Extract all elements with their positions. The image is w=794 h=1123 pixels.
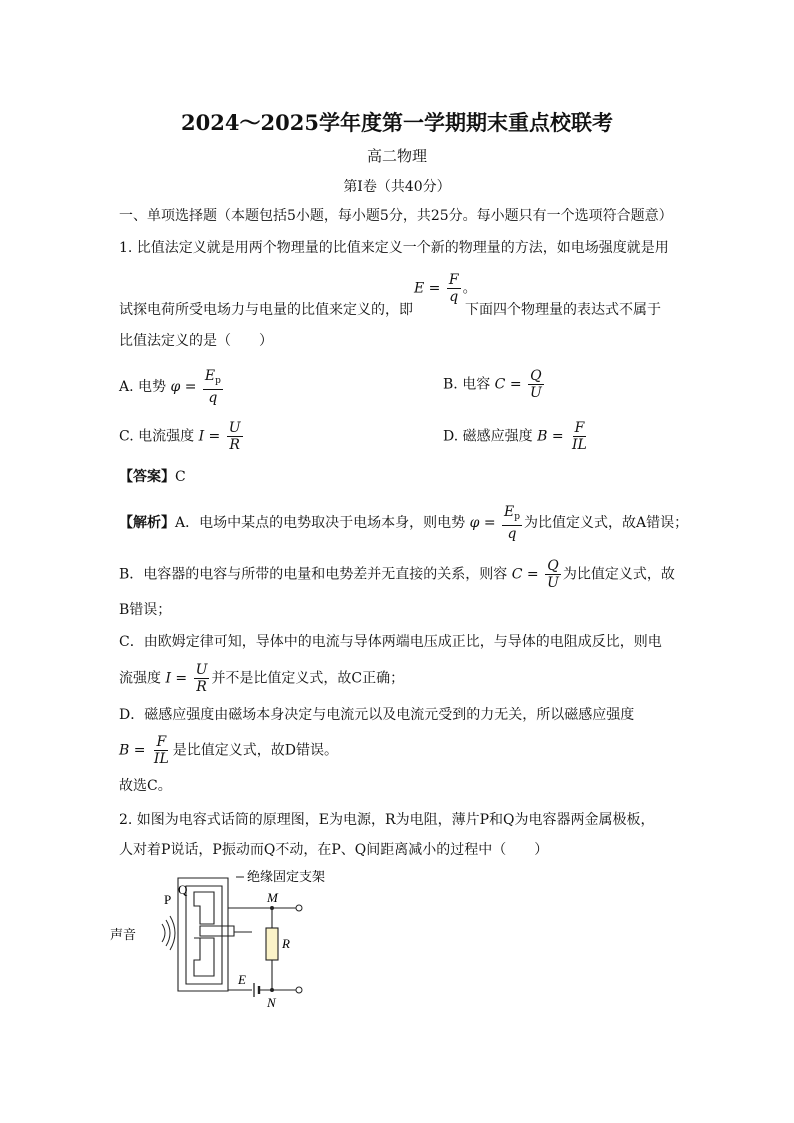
option-b-num: Q bbox=[530, 368, 542, 384]
option-b-label: B. 电容 bbox=[443, 376, 491, 393]
analysis-a-den: q bbox=[507, 526, 517, 542]
analysis-d-post: 是比值定义式，故D错误。 bbox=[172, 742, 338, 759]
q2-line2: 人对着P说话，P振动而Q不动，在P、Q间距离减小的过程中（ ） bbox=[119, 842, 549, 858]
analysis-c-num: U bbox=[195, 662, 208, 678]
analysis-b-lhs: C = bbox=[511, 566, 539, 583]
option-a-den: q bbox=[208, 390, 218, 406]
option-d-num: F bbox=[574, 420, 585, 436]
terminal-m bbox=[296, 905, 302, 911]
sound-label: 声音 bbox=[110, 927, 137, 942]
part-title: 第Ⅰ卷（共40分） bbox=[343, 179, 451, 195]
m-label: M bbox=[267, 890, 278, 905]
analysis-c bbox=[119, 662, 404, 695]
q1-line2a: 试探电荷所受电场力与电量的比值来定义的，即 bbox=[119, 302, 413, 318]
analysis-a-num-sub: p bbox=[514, 512, 520, 522]
analysis-a-fraction bbox=[502, 504, 522, 542]
formula-num: F bbox=[448, 272, 459, 288]
option-c-num: U bbox=[228, 420, 241, 436]
option-c-den: R bbox=[229, 437, 240, 453]
option-c-fraction bbox=[227, 420, 243, 453]
analysis-b bbox=[119, 558, 675, 591]
formula-tail: 。 bbox=[462, 280, 477, 297]
option-a-num-main: E bbox=[204, 368, 216, 384]
answer-value: C bbox=[175, 469, 186, 485]
node-m bbox=[270, 906, 274, 910]
option-b-fraction bbox=[528, 368, 544, 401]
analysis-tag: 【解析】 bbox=[119, 515, 175, 531]
option-b bbox=[443, 368, 546, 401]
q1-line1: 1. 比值法定义就是用两个物理量的比值来定义一个新的物理量的方法，如电场强度就是用 bbox=[119, 240, 669, 256]
formula-den: q bbox=[449, 289, 459, 305]
analysis-d bbox=[119, 734, 338, 767]
subject-title: 高二物理 bbox=[366, 147, 427, 165]
formula-lhs: E = bbox=[414, 280, 441, 297]
p-label: P bbox=[164, 892, 172, 907]
analysis-a bbox=[119, 504, 688, 542]
resistor-symbol bbox=[266, 928, 278, 960]
option-a-label: A. 电势 bbox=[119, 379, 167, 395]
analysis-d-fraction bbox=[152, 734, 171, 767]
option-b-den: U bbox=[530, 385, 542, 401]
analysis-c-line1: C．由欧姆定律可知，导体中的电流与导体两端电压成正比，与导体的电阻成反比，则电 bbox=[119, 634, 662, 650]
analysis-c-den: R bbox=[196, 679, 207, 695]
option-a-fraction bbox=[203, 368, 223, 406]
analysis-a-num-main: E bbox=[504, 504, 515, 520]
option-d-lhs: B = bbox=[537, 428, 564, 445]
q1-line3: 比值法定义的是（ ） bbox=[119, 333, 273, 349]
node-n bbox=[270, 988, 274, 992]
option-d-fraction bbox=[570, 420, 589, 453]
support-label: 绝缘固定支架 bbox=[247, 869, 326, 884]
analysis-a-lhs: φ = bbox=[469, 515, 496, 531]
analysis-b-post: 为比值定义式，故 bbox=[562, 566, 675, 583]
option-a-num bbox=[203, 368, 223, 390]
analysis-d-line1: D．磁感应强度由磁场本身决定与电流元以及电流元受到的力无关，所以磁感应强度 bbox=[119, 707, 635, 723]
option-c-lhs: I = bbox=[198, 428, 221, 445]
option-a-lhs: φ = bbox=[170, 379, 197, 395]
answer-tag: 【答案】 bbox=[119, 469, 175, 485]
q2-line1: 2. 如图为电容式话筒的原理图，E为电源，R为电阻，薄片P和Q为电容器两金属极板， bbox=[119, 812, 655, 828]
analysis-d-lhs: B = bbox=[119, 742, 146, 759]
analysis-c-post: 并不是比值定义式，故C正确； bbox=[211, 670, 405, 687]
terminal-n bbox=[296, 987, 302, 993]
formula-fraction bbox=[447, 272, 461, 305]
option-c bbox=[119, 420, 245, 453]
sound-wave-icon bbox=[162, 916, 175, 950]
microphone-circuit-diagram bbox=[110, 866, 360, 1011]
exam-title: 2024～2025学年度第一学期期末重点校联考 bbox=[181, 110, 613, 135]
analysis-conclusion: 故选C。 bbox=[119, 778, 172, 794]
q-label: Q bbox=[178, 882, 188, 897]
analysis-b-pre: B．电容器的电容与所带的电量和电势差并无直接的关系，则容 bbox=[119, 566, 508, 583]
analysis-a-num bbox=[502, 504, 522, 526]
analysis-b-line2: B错误； bbox=[119, 602, 172, 618]
option-a bbox=[119, 368, 225, 406]
option-d-den: IL bbox=[572, 437, 587, 453]
analysis-c-pre: 流强度 bbox=[119, 670, 161, 687]
analysis-b-num: Q bbox=[547, 558, 559, 574]
analysis-d-den: IL bbox=[153, 751, 169, 767]
option-b-lhs: C = bbox=[494, 376, 522, 393]
option-d bbox=[443, 420, 591, 453]
option-a-num-sub: p bbox=[215, 376, 221, 386]
e-label: E bbox=[238, 972, 246, 987]
q1-answer bbox=[119, 467, 186, 487]
analysis-d-num: F bbox=[156, 734, 167, 750]
n-label: N bbox=[267, 995, 276, 1010]
analysis-b-fraction bbox=[545, 558, 561, 591]
q1-line2b: 下面四个物理量的表达式不属于 bbox=[465, 302, 661, 318]
section-heading: 一、单项选择题（本题包括5小题，每小题5分，共25分。每小题只有一个选项符合题意） bbox=[119, 208, 673, 224]
analysis-c-lhs: I = bbox=[165, 670, 188, 687]
option-c-label: C. 电流强度 bbox=[119, 428, 195, 445]
analysis-b-den: U bbox=[547, 575, 559, 591]
option-d-label: D. 磁感应强度 bbox=[443, 428, 533, 445]
r-label: R bbox=[282, 936, 290, 951]
analysis-c-fraction bbox=[194, 662, 210, 695]
analysis-a-pre: A．电场中某点的电势取决于电场本身，则电势 bbox=[175, 515, 466, 531]
analysis-a-post: 为比值定义式，故A错误； bbox=[524, 515, 689, 531]
